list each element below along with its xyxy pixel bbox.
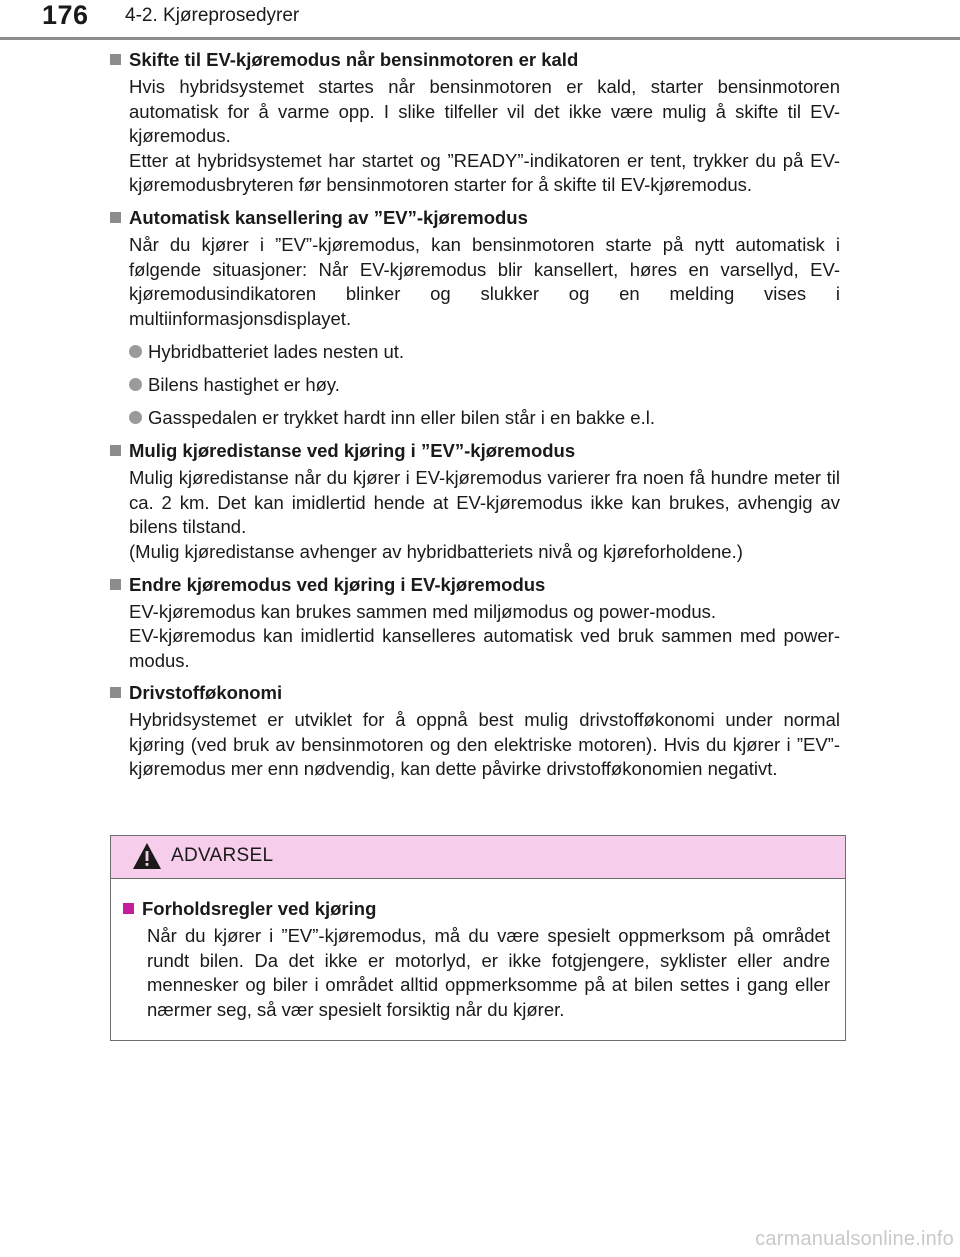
section-heading: Drivstofføkonomi [110, 680, 840, 705]
section-body [129, 708, 840, 782]
circle-bullet-icon [129, 411, 142, 424]
paragraph: Hvis hybridsystemet startes når bensinmotoren er kald, starter bensinmotoren automatisk for å varme opp. I slike tilfeller vil det ikke være mulig å skifte til EV-kjøremodus. [129, 76, 840, 147]
section-body [129, 600, 840, 674]
list-item: Bilens hastighet er høy. [110, 373, 840, 398]
warning-triangle-icon [132, 842, 162, 870]
paragraph: (Mulig kjøredistanse avhenger av hybridbatteriets nivå og kjøreforholdene.) [129, 540, 743, 562]
warning-header [111, 836, 845, 879]
bullet-list [110, 340, 840, 430]
warning-box [110, 835, 846, 1041]
paragraph: EV-kjøremodus kan imidlertid kanselleres automatisk ved bruk sammen med power-modus. [129, 625, 840, 671]
paragraph: Mulig kjøredistanse når du kjører i EV-kjøremodus varierer fra noen få hundre meter til ca. 2 km. Det kan imidlertid hende at EV-kjøremodus ikke kan brukes, avhengig av bilens tilstand. [129, 467, 840, 538]
section-heading: Automatisk kansellering av ”EV”-kjøremodus [110, 205, 840, 230]
list-item: Hybridbatteriet lades nesten ut. [110, 340, 840, 365]
square-bullet-icon [110, 54, 121, 65]
section-body [129, 233, 840, 331]
section-fuel-economy [110, 680, 840, 782]
warning-text: Når du kjører i ”EV”-kjøremodus, må du være spesielt oppmerksom på området rundt bilen. Da det ikke er motorlyd, er ikke fotgjengere, syklister eller andre mennesker og biler i området alltid oppmerksomme på at bilen settes i gang eller nærmer seg, så vær spesielt forsiktig når du kjører. [147, 925, 830, 1020]
paragraph: EV-kjøremodus kan brukes sammen med miljømodus og power-modus. [129, 600, 717, 622]
warning-title: ADVARSEL [171, 845, 274, 866]
watermark: carmanualsonline.info [755, 1228, 954, 1250]
section-body [129, 466, 840, 564]
section-cold-engine [110, 47, 840, 198]
page-header [0, 0, 960, 40]
section-heading: Mulig kjøredistanse ved kjøring i ”EV”-kjøremodus [110, 438, 840, 463]
circle-bullet-icon [129, 378, 142, 391]
warning-body [111, 879, 845, 1022]
paragraph: Etter at hybridsystemet har startet og ”READY”-indikatoren er tent, trykker du på EV-kjøremodusbryteren før bensinmotoren starter for å skifte til EV-kjøremodus. [129, 149, 840, 196]
chapter-title: 4-2. Kjøreprosedyrer [125, 5, 300, 26]
circle-bullet-icon [129, 345, 142, 358]
paragraph: Hybridsystemet er utviklet for å oppnå best mulig drivstofføkonomi under normal kjøring (ved bruk av bensinmotoren og den elektriske motoren). Hvis du kjører i ”EV”-kjøremodus mer enn nødvendig, kan dette påvirke drivstofføkonomien negativt. [129, 709, 840, 780]
square-bullet-icon [123, 903, 134, 914]
paragraph: Når du kjører i ”EV”-kjøremodus, kan bensinmotoren starte på nytt automatisk i følgende situasjoner: Når EV-kjøremodus blir kansellert, høres en varsellyd, EV-kjøremodusindikatoren blinker og slukker og en melding vises i multiinformasjonsdisplayet. [129, 233, 840, 329]
list-item: Gasspedalen er trykket hardt inn eller bilen står i en bakke e.l. [110, 406, 840, 431]
main-content [110, 47, 840, 789]
section-body [129, 75, 840, 198]
section-heading: Endre kjøremodus ved kjøring i EV-kjøremodus [110, 572, 840, 597]
section-heading: Skifte til EV-kjøremodus når bensinmotoren er kald [110, 47, 840, 72]
square-bullet-icon [110, 687, 121, 698]
section-auto-cancel [110, 205, 840, 430]
square-bullet-icon [110, 212, 121, 223]
square-bullet-icon [110, 579, 121, 590]
page-number: 176 [42, 0, 89, 30]
header-rule [0, 37, 960, 40]
section-driving-distance [110, 438, 840, 564]
section-change-mode [110, 572, 840, 674]
warning-heading: Forholdsregler ved kjøring [123, 896, 830, 921]
square-bullet-icon [110, 445, 121, 456]
